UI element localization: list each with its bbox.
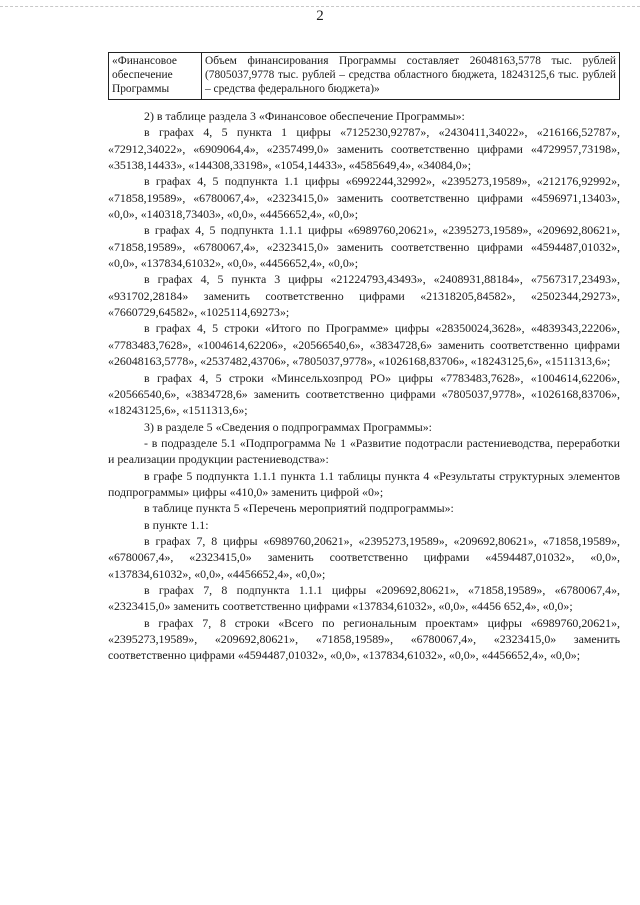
table-label-cell: «Финансовое обеспечение Программы xyxy=(109,53,202,100)
paragraph: в графах 4, 5 пункта 3 цифры «21224793,43493», «2408931,88184», «7567317,23493», «931702,28184» заменить соответственно цифрами «21318205,84582», «2502344,29273», «7660729,64582», «1025114,69273»; xyxy=(108,272,620,320)
financing-table xyxy=(108,52,620,100)
paragraph-section-5: 3) в разделе 5 «Сведения о подпрограммах Программы»: xyxy=(144,419,432,434)
paragraph: в графах 4, 5 строки «Итого по Программе» цифры «28350024,3628», «4839343,22206», «7783483,7628», «1004614,62206», «20566540,6», «3834728,6» заменить соответственно цифрами «26048163,5778», «2537482,43706», «7805037,9778», «1026168,83706», «18243125,6», «1511313,6»; xyxy=(108,321,620,369)
paragraph: в графах 7, 8 цифры «6989760,20621», «2395273,19589», «209692,80621», «71858,19589», «6780067,4», «2323415,0» заменить соответственно цифрами «4594487,01032», «0,0», «137834,61032», «0,0», «4456652,4», «0,0»; xyxy=(108,533,620,581)
paragraph-section-3: 2) в таблице раздела 3 «Финансовое обеспечение Программы»: xyxy=(144,109,465,123)
paragraph: в пункте 1.1: xyxy=(144,517,209,532)
table-text-cell: Объем финансирования Программы составляет 26048163,5778 тыс. рублей (7805037,9778 тыс. рублей – средства областного бюджета, 18243125,6 тыс. рублей – средства федерального бюджета)» xyxy=(202,53,620,100)
paragraph: - в подразделе 5.1 «Подпрограмма № 1 «Развитие подотрасли растениеводства, переработки и реализации продукции растениеводства»: xyxy=(108,435,620,467)
paragraph: в таблице пункта 5 «Перечень мероприятий подпрограммы»: xyxy=(144,501,454,516)
table-row xyxy=(109,53,620,100)
scan-top-edge xyxy=(0,6,640,7)
paragraph: в графах 7, 8 подпункта 1.1.1 цифры «209692,80621», «71858,19589», «6780067,4», «2323415,0» заменить соответственно цифрами «137834,61032», «0,0», «4456 652,4», «0,0»; xyxy=(108,582,620,614)
document-body xyxy=(108,108,620,664)
page-number: 2 xyxy=(316,8,324,24)
paragraph: в графе 5 подпункта 1.1.1 пункта 1.1 таблицы пункта 4 «Результаты структурных элементов подпрограммы» цифры «410,0» заменить цифрой «0»; xyxy=(108,468,620,499)
paragraph: в графах 4, 5 пункта 1 цифры «7125230,92787», «2430411,34022», «216166,52787», «72912,34022», «6909064,4», «2357499,0» заменить соответственно цифрами «4729957,73198», «35138,14433», «144308,33198», «1054,14433», «4585649,4», «34084,0»; xyxy=(108,125,620,173)
paragraph: в графах 4, 5 подпункта 1.1.1 цифры «6989760,20621», «2395273,19589», «209692,80621», «71858,19589», «6780067,4», «2323415,0» заменить соответственно цифрами «4594487,01032», «0,0», «137834,61032», «0,0», «4456652,4», «0,0»; xyxy=(108,223,620,271)
paragraph: в графах 4, 5 подпункта 1.1 цифры «6992244,32992», «2395273,19589», «212176,92992», «71858,19589», «6780067,4», «2323415,0» заменить соответственно цифрами «4596971,13403», «0,0», «140318,73403», «0,0», «4456652,4», «0,0»; xyxy=(108,174,620,222)
paragraph: в графах 7, 8 строки «Всего по региональным проектам» цифры «6989760,20621», «2395273,19589», «209692,80621», «71858,19589», «6780067,4», «2323415,0» заменить соответственно цифрами «4594487,01032», «0,0», «137834,61032», «0,0», «4456652,4», «0,0»; xyxy=(108,615,620,663)
paragraph: в графах 4, 5 строки «Минсельхозпрод РО» цифры «7783483,7628», «1004614,62206», «20566540,6», «3834728,6» заменить соответственно цифрами «7805037,9778», «1026168,83706», «18243125,6», «1511313,6»; xyxy=(108,370,620,418)
